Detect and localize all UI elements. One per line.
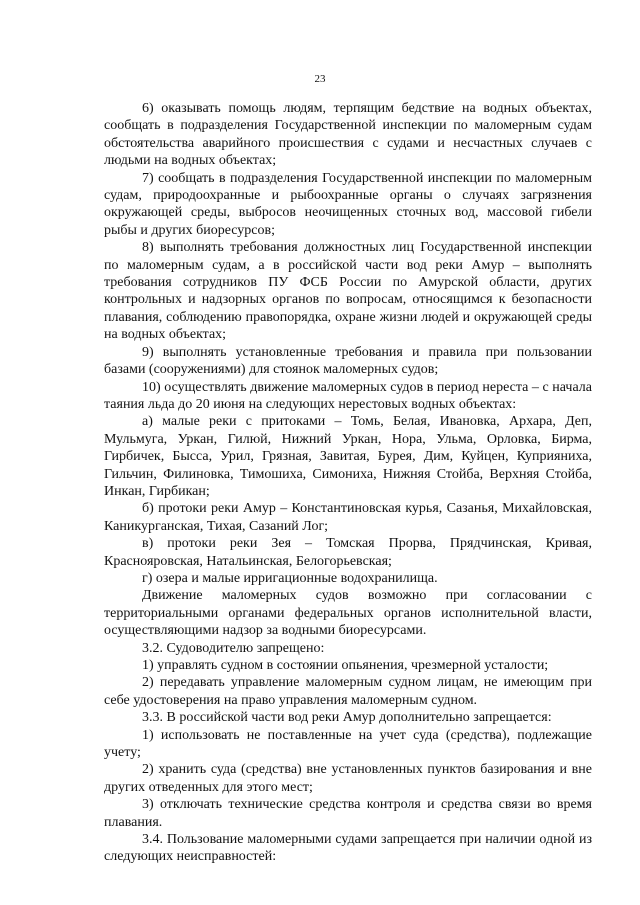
paragraph-3-2-item-1: 1) управлять судном в состоянии опьянения, чрезмерной усталости; <box>142 658 549 673</box>
paragraph-item-8: 8) выполнять требования должностных лиц Государственной инспекции по маломерным судам, а в российской части вод реки Амур – выполнять требования сотрудников ПУ ФСБ России по Амурской области, других контрольных и надзорных органов по вопросам, относящимся к безопасности плавания, соблюдению правопорядка, охране жизни людей и окружающей среды на водных объектах; <box>104 240 592 343</box>
paragraph-movement-note: Движение маломерных судов возможно при согласовании с территориальными органами федеральных органов исполнительной власти, осуществляющими надзор за водными биоресурсами. <box>104 588 592 639</box>
paragraph-subitem-b: б) протоки реки Амур – Константиновская курья, Сазанья, Михайловская, Каникурганская, Тихая, Сазаний Лог; <box>104 501 592 534</box>
paragraph-3-2-item-2: 2) передавать управление маломерным судном лицам, не имеющим при себе удостоверения на право управления маломерным судном. <box>104 675 592 708</box>
section-heading-3-4: 3.4. Пользование маломерными судами запрещается при наличии одной из следующих неисправностей: <box>104 832 592 865</box>
paragraph-item-10: 10) осуществлять движение маломерных судов в период нереста – с начала таяния льда до 20 июня на следующих нерестовых водных объектах: <box>104 379 592 412</box>
paragraph-item-6: 6) оказывать помощь людям, терпящим бедствие на водных объектах, сообщать в подразделения Государственной инспекции по маломерным судам обстоятельства аварийного происшествия с судами и несчастных случаев с людьми на водных объектах; <box>104 101 592 169</box>
paragraph-item-9: 9) выполнять установленные требования и правила при пользовании базами (сооружениями) для стоянок маломерных судов; <box>104 344 592 378</box>
page-number: 23 <box>314 73 326 85</box>
paragraph-subitem-g: г) озера и малые ирригационные водохранилища. <box>142 570 438 586</box>
paragraph-3-3-item-3: 3) отключать технические средства контроля и средства связи во время плавания. <box>104 797 592 830</box>
paragraph-subitem-v: в) протоки реки Зея – Томская Прорва, Прядчинская, Кривая, Краснояровская, Натальинская, Белогорьевская; <box>104 536 592 569</box>
paragraph-item-7: 7) сообщать в подразделения Государственной инспекции по маломерным судам, природоохранные и рыбоохранные органы о случаях загрязнения окружающей среды, выбросов неочищенных сточных вод, массовой гибели рыбы и других биоресурсов; <box>104 170 592 238</box>
paragraph-3-3-item-1: 1) использовать не поставленные на учет суда (средства), подлежащие учету; <box>104 727 592 761</box>
section-heading-3-3: 3.3. В российской части вод реки Амур дополнительно запрещается: <box>142 710 552 726</box>
document-body <box>104 100 592 866</box>
paragraph-3-3-item-2: 2) хранить суда (средства) вне установленных пунктов базирования и вне других отведенных для этого мест; <box>104 762 592 795</box>
paragraph-subitem-a: а) малые реки с притоками – Томь, Белая, Ивановка, Архара, Деп, Мульмуга, Уркан, Гилюй, Нижний Уркан, Нора, Ульма, Орловка, Бирма, Гирбичек, Бысса, Урил, Грязная, Завитая, Бурея, Дим, Куйцен, Куприяниха, Гильчин, Филиновка, Тимошиха, Симониха, Нижняя Стойба, Верхняя Стойба, Инкан, Гирбикан; <box>104 414 592 499</box>
section-heading-3-2: 3.2. Судоводителю запрещено: <box>142 640 325 656</box>
